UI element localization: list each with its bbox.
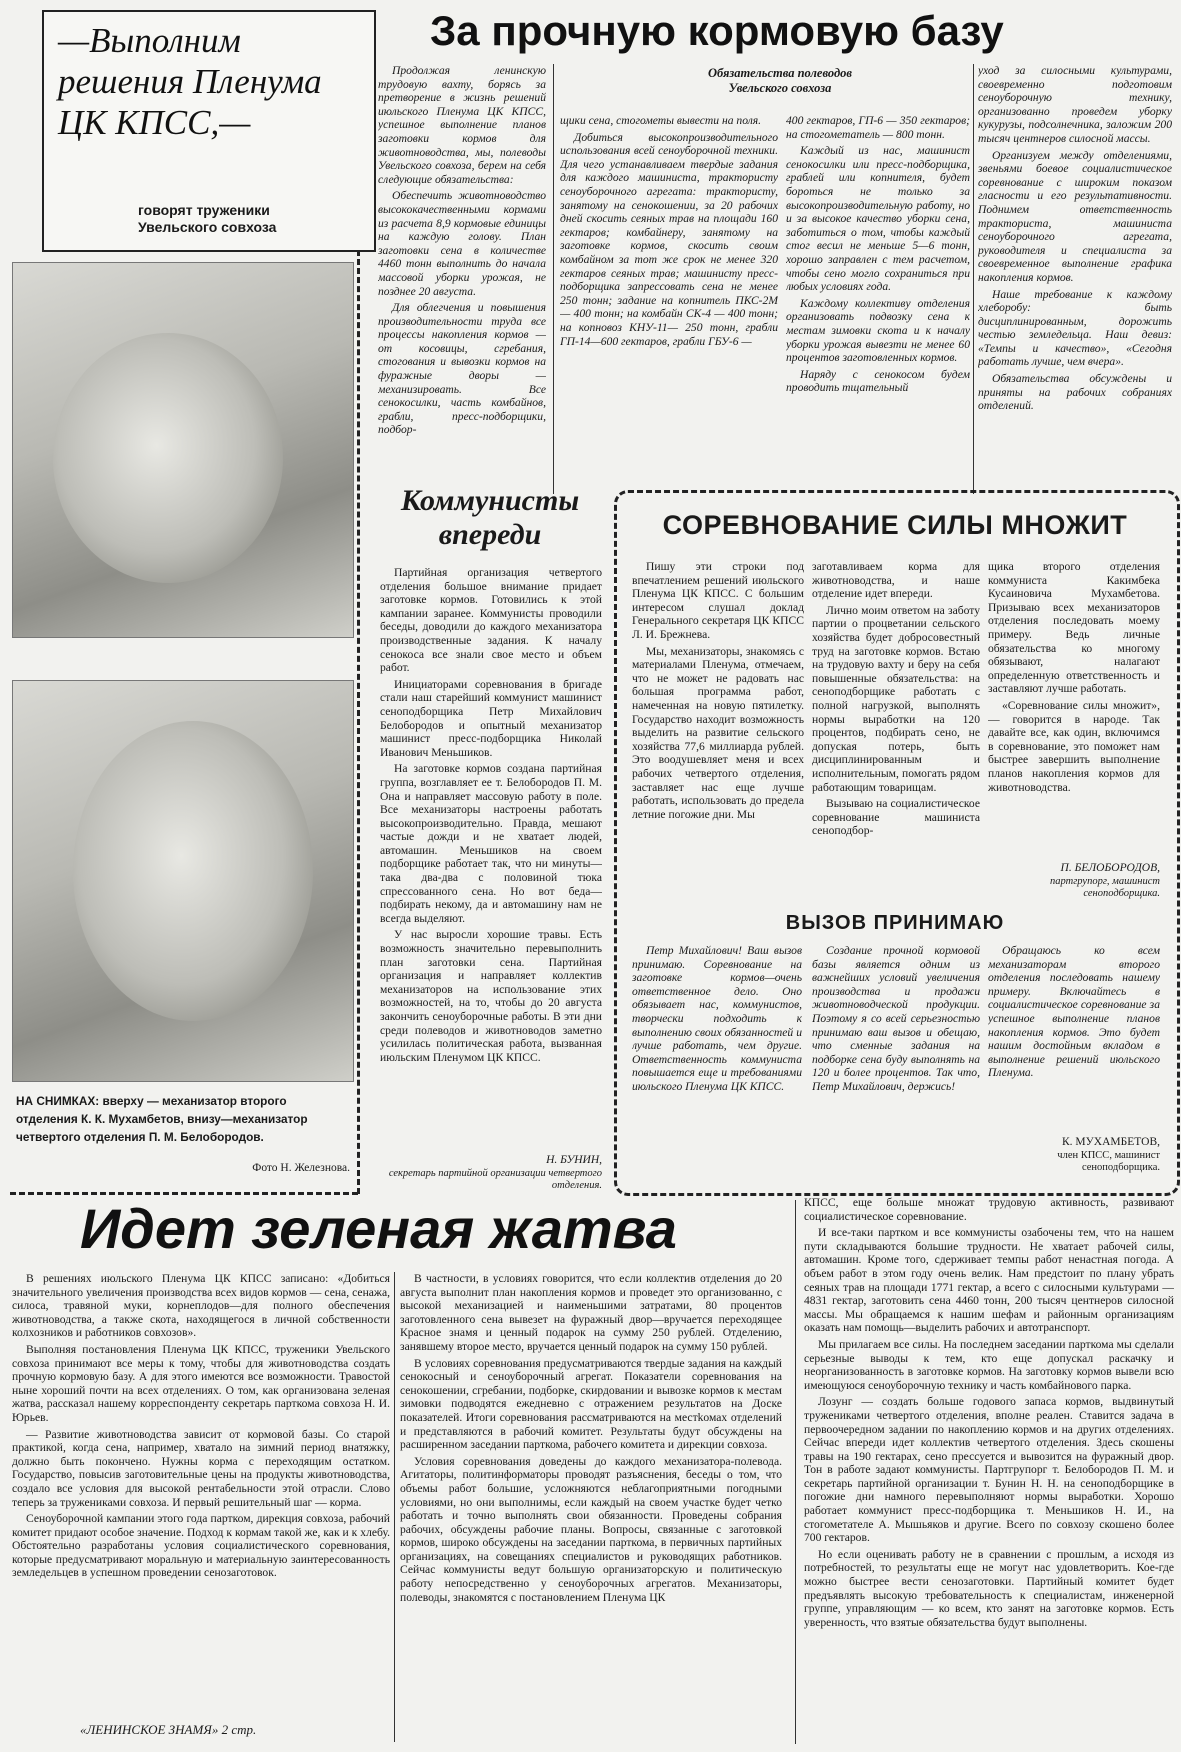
- paragraph: уход за силосными культурами, своевременно подготовим сеноуборочную технику, организованно проведем уборку кукурузы, подсолнечника, заложим 200 тысяч центнеров силосной массы.: [978, 64, 1172, 145]
- top-article-col1: [378, 64, 546, 500]
- green-harvest-title: Идет зеленая жатва: [80, 1197, 677, 1260]
- column-rule: [394, 1272, 395, 1742]
- green-harvest-col2: [400, 1272, 782, 1744]
- slogan-box: [42, 10, 376, 252]
- paragraph: Наше требование к каждому хлеборобу: быть дисциплинированным, дорожить честью земледельца. Наш девиз: «Темпы и качество», «Сегодня работать лучше, чем вчера».: [978, 287, 1172, 369]
- photo-caption-text: вверху — механизатор второго отделения К. К. Мухамбетов, внизу—механизатор четвертого отделения П. М. Белобородов.: [16, 1094, 308, 1144]
- paragraph: Наряду с сенокосом будем проводить тщательный: [786, 367, 970, 395]
- communists-signature-note: секретарь партийной организации четвертого отделения.: [388, 1168, 602, 1191]
- paragraph: «Соревнование силы множит», — говорится в народе. Так давайте все, как один, включимся в соревнование, это поможет нам быстрее завершить выполнение планов накопления кормов для животноводства.: [988, 698, 1160, 794]
- reply-title: ВЫЗОВ ПРИНИМАЮ: [785, 912, 1005, 934]
- paragraph: Создание прочной кормовой базы является одним из важнейших условий увеличения производства и продажи животноводческой продукции. Поэтому я со всей серьезностью принимаю ваш вызов и обещаю, что сменные задания на подборке сена буду выполнять на 120 и более процентов. Так что, Петр Михайлович, держись!: [812, 944, 980, 1093]
- paragraph: 400 гектаров, ГП-6 — 350 гектаров; на стогометатель — 800 тонн.: [786, 114, 970, 141]
- paragraph: Мы прилагаем все силы. На последнем заседании парткома мы сделали серьезные выводы к тем, кто еще допускал раскачку и неорганизованность в заготовке кормов. На заготовку кормов вывели всю имеющуюся сеноуборочную технику и часть комбайнового парка.: [804, 1337, 1174, 1392]
- photo-bottom-face: [73, 721, 313, 1021]
- competition-signature-note: партгрупорг, машинист сеноподборщика.: [1050, 876, 1160, 899]
- competition-col1: [632, 560, 804, 910]
- photo-bottom-beloborodov: [12, 680, 354, 1082]
- paragraph: Условия соревнования доведены до каждого механизатора-полевода. Агитаторы, политинформаторы проводят разъяснения, беседы о том, что объемы работ большие, усложняются неблагоприятными погодными условиями, но они выполнимы, если каждый на своем участке будет четко работать и точно выполнять свои обязанности. Проведены собрания рабочих, обсуждены рабочие планы. Вопросы, связанные с заготовкой кормов, широко обсуждены на заседании парткома, в первичных партийных организациях, на совещаниях специалистов и руководящих работников. Сейчас коммунисты ведут большую организаторскую и политическую работу непосредственно у сеноуборочных агрегатов. Механизаторы, полеводы, знакомятся с постановлением Пленума ЦК: [400, 1454, 782, 1604]
- photo-caption: [16, 1092, 351, 1146]
- paragraph: В частности, в условиях говорится, что если коллектив отделения до 20 августа выполнит план накопления кормов и проведет это организованно, с высокой механизацией и наименьшими затратами, 80 процентов заготовленного сена вывезет на фуражный двор—вручается переходящее Красное знамя и ценный подарок на сумму 250 рублей. Отделению, занявшему второе место, вручается ценный подарок на сумму 150 рублей.: [400, 1272, 782, 1353]
- paragraph: Обращаюсь ко всем механизаторам второго отделения последовать нашему примеру. Включайтесь в социалистическое соревнование за успешное выполнение планов накопления кормов. Это будет нашим достойным вкладом в выполнение решений июльского Пленума.: [988, 944, 1160, 1080]
- reply-col1: [632, 944, 802, 1180]
- competition-col3: [988, 560, 1160, 856]
- paragraph: Каждый из нас, машинист сенокосилки или пресс-подборщика, граблей или копнителя, будет бороться не только за высокопроизводительную работу, но и за высокое качество уборки сена, заботиться о том, чтобы каждый стог весил не меньше 5—6 тонн, хорошо заправлен с тем расчетом, чтобы сено могло сохраниться при любых условиях года.: [786, 144, 970, 294]
- paragraph: Петр Михайлович! Ваш вызов принимаю. Соревнование на заготовке кормов—очень ответственное дело. Оно обязывает нас, коммунистов, творчески подходить к выполнению своих обязанностей и лучше работать, чем другие. Ответственность коммуниста повышается еще и требованиями июльского Пленума ЦК КПСС.: [632, 944, 802, 1093]
- slogan-main: —Выполним решения Пленума ЦК КПСС,—: [58, 21, 322, 142]
- paragraph: Лозунг — создать больше годового запаса кормов, выдвинутый тружениками четвертого отделения, вполне реален. Ставится задача в первоочередном задании по накоплению кормов и на других отделениях. Сейчас впереди идет коллектив четвертого отделения. Здесь скошены травы на 190 гектарах, сено прессуется и вывозится на фуражный двор. Тон в работе задают коммунисты. Партгрупорг т. Белобородов П. М. и секретарь партийной организации т. Бунин Н. Н. на сеноподборщике в погожие дни намного перевыполняют нормы выработки. Хорошо работает коммунист пресс-подборщика т. Меньшиков Н. И., на стогометателе А. Мышьяков и другие. Всего по совхозу скошено более 700 гектаров.: [804, 1395, 1174, 1545]
- paragraph: Выполняя постановления Пленума ЦК КПСС, труженики Увельского совхоза принимают все меры к тому, чтобы для животноводства создать прочную кормовую базу. А для этого имеются все возможности. Травостой ныне хороший почти на всех отделениях. О том, как организована зеленая жатва, рассказал нашему корреспонденту секретарь парткома совхоза Н. И. Юрьев.: [12, 1342, 390, 1424]
- competition-signature: П. БЕЛОБОРОДОВ,: [1060, 862, 1160, 874]
- dashed-rule-left: [10, 1192, 358, 1195]
- paragraph: И все-таки партком и все коммунисты озабочены тем, что на нашем пути складываются большие трудности. Не хватает рабочей силы, автомашин. Кроме того, сдерживает темпы работ ненастная погода. А объем работ в этом году очень велик. Нам предстоит по плану убрать сеяных трав на площади 1771 гектар, а всего с силосными культурами — 4831 гектар, заготовить сена 4460 тонн, 200 тысяч центнеров силосной массы. Мы обращаемся к нашим шефам и районным организациям оказать нам помощь—выделить рабочих и автотранспорт.: [804, 1226, 1174, 1335]
- paragraph: Каждому коллективу отделения организовать подвозку сена к местам зимовки скота и к началу уборки урожая вывезти не менее 60 процентов заготовленных кормов.: [786, 296, 970, 365]
- paragraph: Продолжая ленинскую трудовую вахту, борясь за претворение в жизнь решений июльского Пленума ЦК КПСС, успешное выполнение планов заготовки кормов для животноводства, мы, полеводы Увельского совхоза, берем на себя следующие обязательства:: [378, 64, 546, 186]
- top-article-subtitle: Обязательства полеводов Увельского совхоза: [708, 66, 852, 95]
- reply-signature-note: член КПСС, машинист сеноподборщика.: [1057, 1150, 1160, 1173]
- column-rule: [795, 1200, 796, 1744]
- photo-caption-label: НА СНИМКАХ:: [16, 1094, 100, 1108]
- paragraph: Вызываю на социалистическое соревнование машиниста сеноподбор-: [812, 797, 980, 838]
- paragraph: Обеспечить животноводство высококачественными кормами из расчета 8,9 кормовые единицы на каждую голову. План заготовки сена в количестве 4460 тонн выполнить до начала массовой уборки урожая, не позднее 20 августа.: [378, 189, 546, 298]
- paragraph: В решениях июльского Пленума ЦК КПСС записано: «Добиться значительного увеличения производства всех видов кормов — сена, сенажа, силоса, травяной муки, корнеплодов—для полного обеспечения животноводства, а также скота, находящегося в личной собственности колхозников и работников совхозов».: [12, 1272, 390, 1340]
- photo-top-mukhambetov: [12, 262, 354, 638]
- reply-col2: [812, 944, 980, 1180]
- paragraph: Но если оценивать работу не в сравнении с прошлым, а исходя из потребностей, то результаты еще не могут нас удовлетворить. Кое-где можно быстрее вести сенозаготовки. Партийный комитет будет предъявлять высокую требовательность к специалистам, инженерной группе, управляющим — ко всем, кто занят на заготовке кормов. Есть уверенность, что взятые обязательства будут выполнены.: [804, 1547, 1174, 1629]
- paragraph: Мы, механизаторы, знакомясь с материалами Пленума, отмечаем, что не может не радовать нас большая программа работ, намеченная на новую пятилетку. Государство находит возможность выделить на развитие сельского хозяйства 77,6 миллиарда рублей. Это воодушевляет меня и всех рабочих четвертого отделения, заставляет нас еще лучше работать, использовать до предела летние погожие дни. Мы: [632, 644, 804, 821]
- top-article-title: За прочную кормовую базу: [430, 7, 1004, 54]
- competition-col2: [812, 560, 980, 910]
- top-article-col3: [786, 114, 970, 486]
- paragraph: заготавливаем корма для животноводства, и наше отделение идет впереди.: [812, 560, 980, 601]
- photo-credit: Фото Н. Железнова.: [252, 1162, 350, 1174]
- paragraph: Обязательства обсуждены и приняты на рабочих собраниях отделений.: [978, 372, 1172, 413]
- paragraph: Добиться высокопроизводительного использования всей сеноуборочной техники. Для чего устанавливаем твердые задания для каждого машиниста, трактористу сеноуборочного агрегата: трактористу, занятому на сенокошении, за 20 рабочих дней скосить сеяных трав на площади 160 гектаров; комбайнеру, занятому на заготовке кормов, скосить своим комбайном за тот же срок не менее 320 гектаров сеяных трав; машинисту пресс-подборщика запрессовать сена не менее 250 тонн; задание на копнитель ПКС-2М — 400 тонн; на комбайн СК-4 — 400 тонн; на копновоз КНУ-11— 250 тонн, грабли ГП-14—600 гектаров, грабли ГБУ-6 —: [560, 130, 778, 348]
- paragraph: щики сена, стогометы вывести на поля.: [560, 114, 762, 127]
- top-article-col2: [560, 114, 778, 486]
- slogan-sub: говорят труженики Увельского совхоза: [138, 202, 277, 235]
- paragraph: В условиях соревнования предусматриваются твердые задания на каждый сенокосный и сеноуборочный агрегат. Показатели соревнования на сенокошении, сгребании, подборке, скирдовании и вывозке кормов к местам зимовки подводятся ежедневно с отражением результатов на Доске показателей. Итоги соревнования рассматриваются на местkомах отделений и представляются в рабочий комитет. Результаты будут обсуждены на расширенном заседании парткома, рабочего комитета и дирекции совхоза.: [400, 1356, 782, 1452]
- paragraph: Инициаторами соревнования в бригаде стали наш старейший коммунист машинист сеноподборщика Петр Михайлович Белобородов и опытный механизатор машинист пресс-подборщика Николай Иванович Меньшиков.: [380, 677, 602, 759]
- communists-title: Коммунисты впереди: [400, 484, 580, 551]
- photo-top-face: [53, 333, 283, 583]
- paragraph: Лично моим ответом на заботу партии о процветании сельского хозяйства будет добросовестный труд на заготовке кормов. Встаю на трудовую вахту и беру на себя повышенные обязательства: на сеноподборщике работать с полной нагрузкой, выполнять нормы выработки на 120 процентов, подбирать сено, не допуская потерь, быть дисциплинированным и исполнительным, помогать рядом работающим товарищам.: [812, 603, 980, 794]
- paragraph: Для облегчения и повышения производительности труда все процессы накопления кормов — от косовицы, сгребания, стогования и вывозки кормов на фуражные дворы — механизировать. Все сенокосилки, часть комбайнов, грабли, пресс-подборщики, подбор-: [378, 301, 546, 437]
- communists-body: [380, 566, 602, 1146]
- dashed-rule-vertical: [357, 250, 360, 1194]
- top-article-col4: [978, 64, 1172, 486]
- paragraph: Партийная организация четвертого отделения большое внимание придает заготовке кормов. Готовились к этой кампании заранее. Коммунисты проводили беседы, доводили до каждого механизатора производственные задания. К началу сенокоса все знали свое место и объем работ.: [380, 566, 602, 675]
- column-rule: [553, 64, 554, 494]
- paragraph: Организуем между отделениями, звеньями боевое социалистическое соревнование с широким показом гласности и его результативности. Поднимем ответственность тракториста, машиниста сеноуборочного агрегата, руководителя и специалиста за своевременное выполнение графика накопления кормов.: [978, 148, 1172, 284]
- paragraph: На заготовке кормов создана партийная группа, возглавляет ее т. Белобородов П. М. Она и направляет массовую работу в поле. Все механизаторы настроены работать высокопроизводительно. Правда, мешают частые дожди и не хватает людей, автомашин. Меньшиков на своем подборщике работает так, что ни минуты—така два-два с половиной тюка спрессованного сена. Но вот беда—подбирать некому, да и автомашину нам не всегда выделяют.: [380, 762, 602, 925]
- reply-signature: К. МУХАМБЕТОВ,: [1062, 1136, 1160, 1148]
- paragraph: КПСС, еще больше множат трудовую активность, развивают социалистическое соревнование.: [804, 1196, 1174, 1223]
- green-harvest-col3: [804, 1196, 1174, 1746]
- column-rule: [973, 64, 974, 494]
- paragraph: — Развитие животноводства зависит от кормовой базы. Со старой практикой, когда сена, например, хватало на зимний период внатяжку, должно быть покончено. Нужны корма с переходящим остатком. Государство, повысив заготовительные цены на продукты животноводства, создало все условия для высокой рентабельности этой отрасли. Слово теперь за тружениками совхоза. И первый решительный шаг — корма.: [12, 1427, 390, 1509]
- paragraph: щика второго отделения коммуниста Какимбека Кусаиновича Мухамбетова. Призываю всех механизаторов отделения последовать моему примеру. Ведь личные обязательства ко многому обязывают, налагают определенную ответственность и заставляют лучше работать.: [988, 560, 1160, 696]
- paragraph: Сеноуборочной кампании этого года партком, дирекция совхоза, рабочий комитет придают особое значение. Подход к кормам такой же, как и к хлебу. Обстоятельно разработаны условия социалистического соревнования, которые предусматривают моральную и материальную заинтересованность земледельцев в успешном проведении сенозаготовок.: [12, 1512, 390, 1580]
- footer-newspaper: «ЛЕНИНСКОЕ ЗНАМЯ» 2 стр.: [80, 1722, 257, 1737]
- competition-title: СОРЕВНОВАНИЕ СИЛЫ МНОЖИТ: [662, 510, 1128, 540]
- communists-signature: Н. БУНИН,: [546, 1154, 602, 1166]
- paragraph: Пишу эти строки под впечатлением решений июльского Пленума ЦК КПСС. С большим интересом слушал доклад Генерального секретаря ЦК КПСС Л. И. Брежнева.: [632, 560, 804, 641]
- paragraph: У нас выросли хорошие травы. Есть возможность значительно перевыполнить план заготовки сена. Партийная организация и направляет коллектив механизаторов на использование этих возможностей, на то, чтобы до 20 августа закончить сеноуборочные работы. В эти дни среди полеводов и животноводов заметно усилилась политическая работа, вызванная июльским Пленумом ЦК КПСС.: [380, 928, 602, 1064]
- reply-col3: [988, 944, 1160, 1126]
- green-harvest-col1: [12, 1272, 390, 1696]
